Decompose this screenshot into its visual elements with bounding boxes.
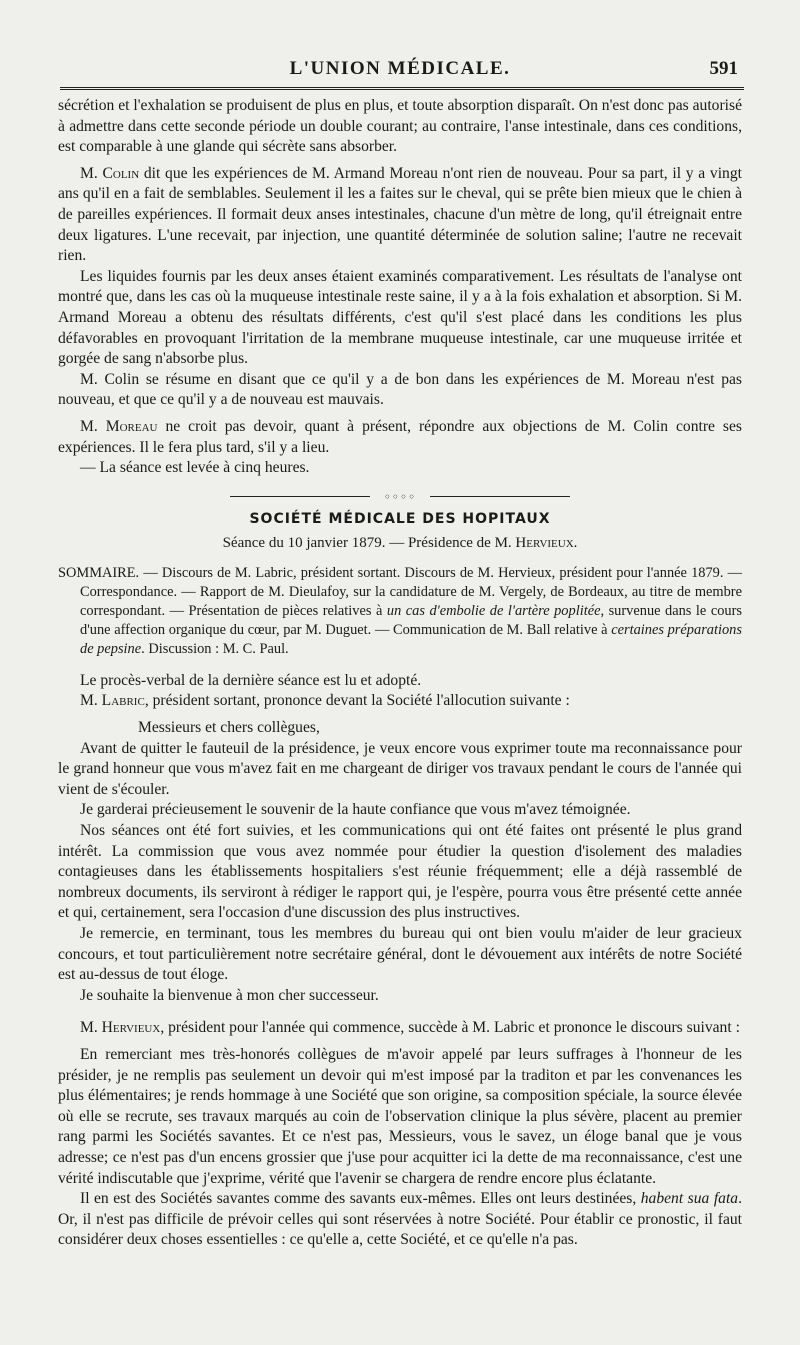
paragraph-text-a: Il en est des Sociétés savantes comme des savants eux-mêmes. Elles ont leurs destinées, (80, 1190, 641, 1208)
paragraph-text: , président sortant, prononce devant la Société l'allocution suivante : (144, 692, 570, 710)
paragraph-avant-de-quitter: Avant de quitter le fauteuil de la présidence, je veux encore vous exprimer toute ma reconnaissance pour le grand honneur que vous m'avez fait en me chargeant de diriger vos travaux pendant le cours de l'année qui vient de s'écouler. (58, 739, 742, 798)
speaker-name: M. Hervieux (80, 1019, 161, 1037)
paragraph-liquides: Les liquides fournis par les deux anses étaient examinés comparativement. Les résultats de l'analyse ont montré que, dans les cas où la muqueuse intestinale reste saine, il y a à la fois exhalation et absorption. Si M. Armand Moreau a obtenu des résultats différents, c'est qu'il s'est placé dans les conditions les plus défavorables en provoquant l'irritation de la membrane muqueuse intestinale, car une muqueuse irritée et gorgée de sang n'absorbe plus. (58, 267, 742, 368)
page-number: 591 (709, 58, 738, 79)
session-president: M. Hervieux. (494, 535, 578, 552)
section-title: SOCIÉTÉ MÉDICALE DES HOPITAUX (249, 510, 551, 527)
summary-text-b: , survenue dans le cours d'une affection organique du cœur, par M. Duguet. — Communication de M. Ball relative à (80, 602, 742, 638)
paragraph-hervieux (58, 1018, 742, 1039)
paragraph-labric (58, 691, 742, 712)
paragraph-moreau (58, 417, 742, 458)
session-line (58, 533, 742, 554)
speaker-name: M. Labric (80, 692, 145, 710)
paragraph-text-b: . Or, il n'est pas difficile de prévoir celles qui sont réservées à notre Société. Pour établir ce pronostic, il faut considérer deux choses essentielles : ce qu'elle a, cette Société, et ce qu'elle n'a pas. (58, 1190, 742, 1249)
latin-phrase: habent sua fata (640, 1190, 739, 1208)
summary-text-c: . Discussion : M. C. Paul. (141, 640, 289, 657)
paragraph-proces-verbal: Le procès-verbal de la dernière séance est lu et adopté. (80, 671, 422, 689)
ornament-line-left (230, 496, 370, 497)
summary-paragraph (58, 564, 742, 659)
ornament-center: ◦◦◦◦ (383, 489, 417, 504)
article-body (58, 96, 742, 1251)
running-header (60, 58, 740, 86)
header-rule (60, 87, 744, 90)
greeting: Messieurs et chers collègues, (138, 719, 320, 737)
paragraph-colin-resume: M. Colin se résume en disant que ce qu'il y a de bon dans les expériences de M. Moreau n'est pas nouveau, et que ce qu'il y a de nouveau est mauvais. (58, 370, 742, 409)
paragraph-text: dit que les expériences de M. Armand Moreau n'ont rien de nouveau. Pour sa part, il y a vingt ans qu'il en a fait de semblables. Seulement il les a faites sur le cheval, qui se prête bien mieux que le chien à de pareilles expériences. Il formait deux anses intestinales, chacune d'un mètre de long, qu'il étreignait entre deux ligatures. L'une recevait, par injection, une quantité déterminée de solution saline; l'autre ne recevait rien. (58, 164, 742, 265)
paragraph-seances: Nos séances ont été fort suivies, et les communications qui ont été faites ont présenté le plus grand intérêt. La commission que vous avez nommée pour étudier la question d'isolement des maladies contagieuses dans les établissements hospitaliers s'est réunie fréquemment; elle a déjà rassemblé de nombreux documents, ils serviront à rédiger le rapport qui, je l'espère, pourra vous être présenté cette année et qui, certainement, sera l'occasion d'une discussion des plus instructives. (58, 822, 742, 922)
summary-block (58, 564, 742, 659)
section-ornament (230, 491, 570, 503)
paragraph-colin (58, 164, 742, 267)
paragraph-text: ne croit pas devoir, quant à présent, répondre aux objections de M. Colin contre ses expériences. Il le fera plus tard, s'il y a lieu. (58, 417, 742, 456)
paragraph-text: , président pour l'année qui commence, succède à M. Labric et prononce le discours suivant : (160, 1019, 740, 1037)
speaker-name: M. Moreau (80, 417, 158, 435)
paragraph-remercie: Je remercie, en terminant, tous les membres du bureau qui ont bien voulu m'aider de leur gracieux concours, et tout particulièrement notre secrétaire général, dont le dévouement aux intérêts de notre Société est au-dessus de tout éloge. (58, 925, 742, 984)
paragraph-continued: sécrétion et l'exhalation se produisent de plus en plus, et toute absorption disparaît. On n'est donc pas autorisé à admettre dans cette seconde période un double courant; au contraire, l'anse intestinale, dans ces conditions, est comparable à une glande qui sécrète sans absorber. (58, 97, 742, 156)
speaker-name: M. Colin (80, 164, 140, 182)
summary-italic-b: certaines préparations de pepsine (80, 621, 742, 657)
summary-label: SOMMAIRE. (58, 564, 140, 581)
paragraph-societes-savantes (58, 1189, 742, 1251)
summary-italic-a: un cas d'embolie de l'artère poplitée (386, 602, 601, 619)
paragraph-bienvenue: Je souhaite la bienvenue à mon cher successeur. (80, 986, 379, 1004)
ornament-line-right (430, 496, 570, 497)
paragraph-seance-levee: — La séance est levée à cinq heures. (80, 459, 310, 477)
paragraph-garderai: Je garderai précieusement le souvenir de la haute confiance que vous m'avez témoignée. (80, 801, 631, 819)
session-prefix: Séance du 10 janvier 1879. — Présidence de (222, 535, 495, 552)
running-title: L'UNION MÉDICALE. (289, 58, 511, 79)
summary-text-a: — Discours de M. Labric, président sortant. Discours de M. Hervieux, président pour l'année 1879. — Correspondance. — Rapport de M. Dieulafoy, sur la candidature de M. Vergely, de Bordeaux, au titre de membre correspondant. — Présentation de pièces relatives à (80, 564, 742, 619)
paragraph-en-remerciant: En remerciant mes très-honorés collègues de m'avoir appelé par leurs suffrages à l'honneur de les présider, je ne remplis pas seulement un devoir qui m'est imposé par la traditon et par les convenances les plus élémentaires; je rends hommage à une Société que son origine, sa composition spéciale, la source élevée où elle se recrute, ses travaux marqués au coin de l'observation clinique la plus sévère, placent au premier rang parmi les Sociétés savantes. Et ce n'est pas, Messieurs, vous le savez, un éloge banal que je vous adresse; ce n'est pas d'un encens grossier que j'use pour acquitter ici la dette de ma reconnaissance, c'est une vérité indiscutable que j'exprime, vérité que l'avenir se chargera de rendre encore plus éclatante. (58, 1045, 742, 1187)
